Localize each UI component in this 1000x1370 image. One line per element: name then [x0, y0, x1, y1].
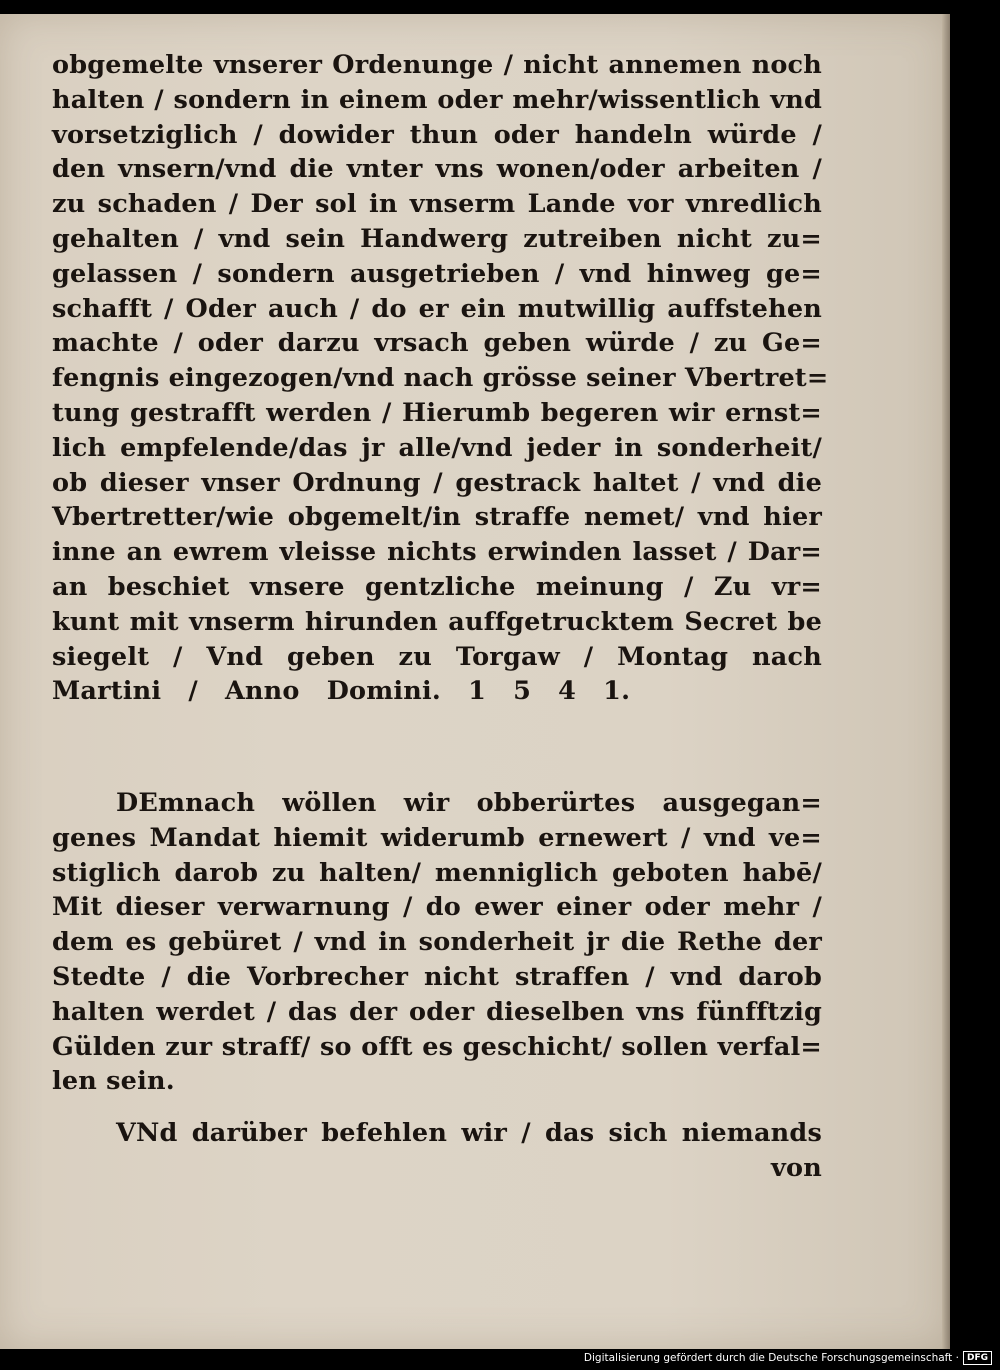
- catchword: von: [771, 1152, 822, 1183]
- date-line: Martini / Anno Domini. 1 5 4 1.: [52, 676, 631, 707]
- text-line: den vnsern/vnd die vnter vns wonen/oder arbeiten /: [52, 154, 822, 185]
- text-line: gehalten / vnd sein Handwerg zutreiben nicht zu=: [52, 223, 822, 254]
- page-edge: [942, 14, 950, 1349]
- text-line: an beschiet vnsere gentzliche meinung / Zu vr=: [52, 571, 822, 602]
- text-line: lich empfelende/das jr alle/vnd jeder in sonderheit/: [52, 432, 822, 463]
- text-line: obgemelte vnserer Ordenunge / nicht annemen noch: [52, 50, 822, 80]
- text-line: genes Mandat hiemit widerumb ernewert / vnd ve=: [52, 822, 822, 853]
- text-line: DEmnach wöllen wir obberürtes ausgegan=: [116, 788, 822, 818]
- credit-text: Digitalisierung gefördert durch die Deutsche Forschungsgemeinschaft ·: [583, 1352, 959, 1364]
- text-line: halten werdet / das der oder dieselben vns fünfftzig: [52, 996, 822, 1027]
- text-line: zu schaden / Der sol in vnserm Lande vor vnredlich: [52, 189, 822, 220]
- text-line: ob dieser vnser Ordnung / gestrack haltet / vnd die: [52, 467, 822, 498]
- text-block-mandate: [52, 48, 829, 709]
- text-line: Vbertretter/wie obgemelt/in straffe nemet/ vnd hier: [52, 502, 822, 533]
- text-line: inne an ewrem vleisse nichts erwinden lasset / Dar=: [52, 537, 822, 568]
- text-line: fengnis eingezogen/vnd nach grösse seiner Vbertret=: [52, 363, 829, 394]
- text-line: halten / sondern in einem oder mehr/wissentlich vnd: [52, 84, 822, 115]
- text-block-command: [52, 1116, 822, 1186]
- text-line: Gülden zur straff/ so offt es geschicht/ sollen verfal=: [52, 1031, 822, 1062]
- text-line: schafft / Oder auch / do er ein mutwillig auffstehen: [52, 293, 822, 324]
- text-line: Stedte / die Vorbrecher nicht straffen / vnd darob: [52, 961, 822, 992]
- text-line: tung gestrafft werden / Hierumb begeren wir ernst=: [52, 397, 822, 428]
- text-line: dem es gebüret / vnd in sonderheit jr die Rethe der: [52, 927, 822, 958]
- text-line: kunt mit vnserm hirunden auffgetrucktem Secret be: [52, 606, 822, 637]
- text-line: Mit dieser verwarnung / do ewer einer oder mehr /: [52, 892, 822, 923]
- text-line: gelassen / sondern ausgetrieben / vnd hinweg ge=: [52, 258, 822, 289]
- text-line: VNd darüber befehlen wir / das sich niemands: [116, 1118, 822, 1148]
- text-line: machte / oder darzu vrsach geben würde / zu Ge=: [52, 328, 822, 359]
- digitization-credit: [584, 1350, 992, 1366]
- dfg-logo[interactable]: DFG: [963, 1351, 992, 1365]
- text-line: len sein.: [52, 1066, 175, 1097]
- text-line: vorsetziglich / dowider thun oder handeln würde /: [52, 119, 822, 150]
- text-line: stiglich darob zu halten/ menniglich geboten habē/: [52, 857, 822, 888]
- text-block-renewal: [52, 786, 822, 1099]
- text-line: siegelt / Vnd geben zu Torgaw / Montag nach: [52, 641, 822, 672]
